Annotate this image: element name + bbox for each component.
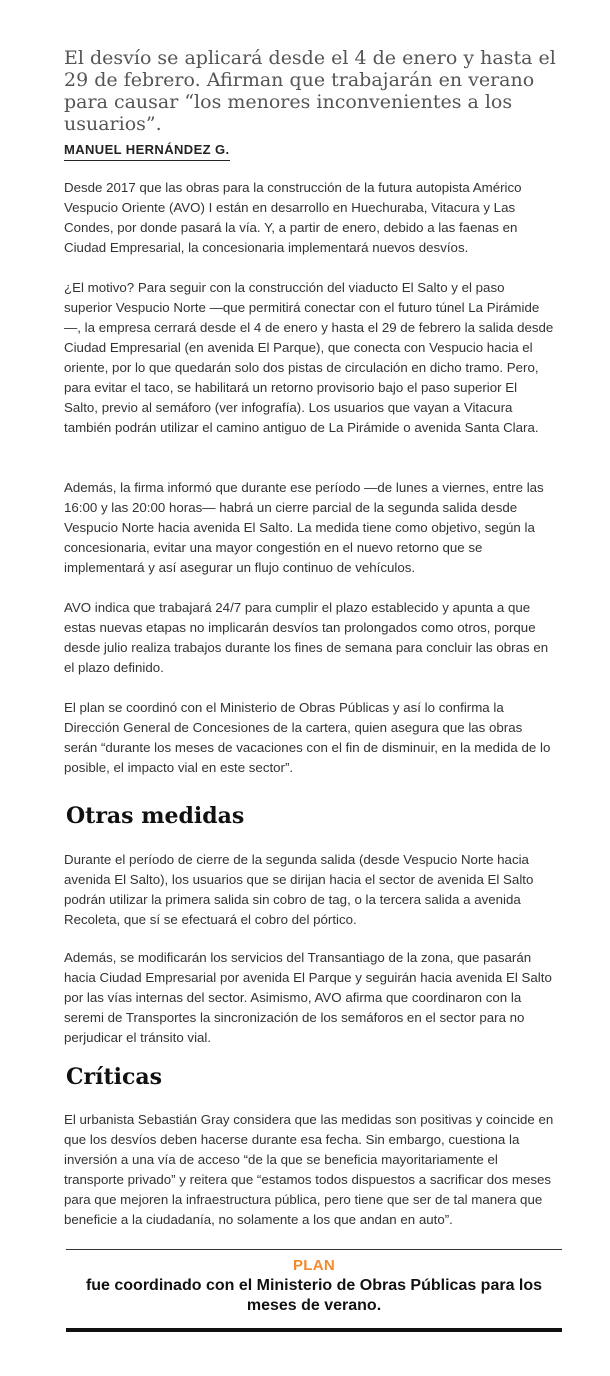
paragraph-otras-1: Durante el período de cierre de la segunda salida (desde Vespucio Norte hacia avenida El Salto), los usuarios que se dirijan hacia el sector de avenida El Salto podrán utilizar la primera salida sin cobro de tag, o la tercera salida a avenida Recoleta, que sí se efectuará el cobro del pórtico.	[64, 852, 534, 927]
section-heading-otras-medidas: Otras medidas	[66, 803, 245, 829]
pull-quote	[66, 1249, 562, 1332]
pull-quote-text: fue coordinado con el Ministerio de Obras Públicas para los meses de verano.	[85, 1277, 543, 1314]
pull-quote-label: PLAN	[292, 1257, 336, 1274]
paragraph-5: El plan se coordinó con el Ministerio de Obras Públicas y así lo confirma la Dirección General de Concesiones de la cartera, quien asegura que las obras serán “durante los meses de vacaciones con el fin de disminuir, en la medida de lo posible, el impacto vial en este sector”.	[64, 700, 551, 775]
paragraph-2: ¿El motivo? Para seguir con la construcción del viaducto El Salto y el paso superior Vespucio Norte —que permitirá conectar con el futuro túnel La Pirámide—, la empresa cerrará desde el 4 de enero y hasta el 29 de febrero la salida desde Ciudad Empresarial (en avenida El Parque), que conecta con Vespucio hacia el oriente, por lo que quedarán solo dos pistas de circulación en dicho tramo. Pero, para evitar el taco, se habilitará un retorno provisorio bajo el paso superior El Salto, previo al semáforo (ver infografía). Los usuarios que vayan a Vitacura también podrán utilizar el camino antiguo de La Pirámide o avenida Santa Clara.	[64, 280, 554, 435]
paragraph-otras-2: Además, se modificarán los servicios del Transantiago de la zona, que pasarán hacia Ciudad Empresarial por avenida El Parque y seguirán hacia avenida El Salto por las vías internas del sector. Asimismo, AVO afirma que coordinaron con la seremi de Transportes la sincronización de los semáforos en el sector para no perjudicar el tránsito vial.	[64, 950, 552, 1045]
paragraph-1: Desde 2017 que las obras para la construcción de la futura autopista Américo Vespucio Oriente (AVO) I están en desarrollo en Huechuraba, Vitacura y Las Condes, por donde pasará la vía. Y, a partir de enero, debido a las faenas en Ciudad Empresarial, la concesionaria implementará nuevos desvíos.	[64, 180, 522, 255]
paragraph-4: AVO indica que trabajará 24/7 para cumplir el plazo establecido y apunta a que estas nuevas etapas no implicarán desvíos tan prolongados como otros, porque desde julio realiza trabajos durante los fines de semana para concluir las obras en el plazo definido.	[64, 600, 549, 675]
section-heading-criticas: Críticas	[66, 1064, 163, 1090]
paragraph-3: Además, la firma informó que durante ese período —de lunes a viernes, entre las 16:00 y las 20:00 horas— habrá un cierre parcial de la segunda salida desde Vespucio Norte hacia avenida El Salto. La medida tiene como objetivo, según la concesionaria, evitar una mayor congestión en el nuevo retorno que se implementará y así asegurar un flujo continuo de vehículos.	[64, 480, 544, 575]
paragraph-criticas-1: El urbanista Sebastián Gray considera que las medidas son positivas y coincide en que los desvíos deben hacerse durante esa fecha. Sin embargo, cuestiona la inversión a una vía de acceso “de la que se beneficia mayoritariamente el transporte privado” y reitera que “estamos todos dispuestos a sacrificar dos meses para que mejoren la infraestructura pública, pero tiene que ser de tal manera que beneficie a la ciudadanía, no solamente a los que andan en auto”.	[64, 1112, 554, 1227]
article-lead: El desvío se aplicará desde el 4 de enero y hasta el 29 de febrero. Afirman que trabajarán en verano para causar “los menores inconvenientes a los usuarios”.	[64, 47, 556, 135]
author-byline[interactable]: MANUEL HERNÁNDEZ G.	[64, 142, 230, 161]
